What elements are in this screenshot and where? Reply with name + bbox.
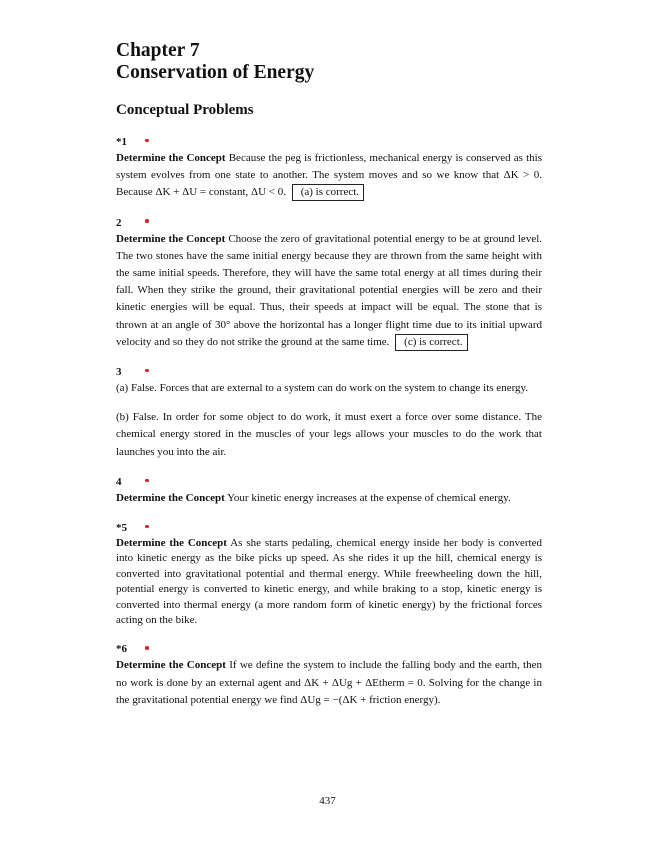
difficulty-dot-icon bbox=[145, 646, 149, 650]
chapter-title: Conservation of Energy bbox=[116, 62, 315, 83]
page-number: 437 bbox=[319, 795, 336, 807]
page-content bbox=[116, 40, 542, 723]
difficulty-dot-icon bbox=[145, 525, 149, 529]
lead-label: Determine the Concept bbox=[116, 491, 225, 504]
problem-body: Because the peg is frictionless, mechanical energy is conserved as this system evolves from one state to another. The system moves and so we know that ΔK > 0. Because ΔK + ΔU = constant, ΔU < 0. bbox=[116, 152, 542, 199]
problem-header bbox=[116, 521, 542, 536]
problem-body: If we define the system to include the falling body and the earth, then no work is done by an external agent and ΔK + ΔUg + ΔEtherm = 0. Solving for the change in the gravitational potential energy we find ΔUg = −(ΔK + friction energy). bbox=[116, 659, 543, 706]
problem-4 bbox=[116, 475, 542, 507]
problem-body: As she starts pedaling, chemical energy inside her body is converted into kinetic energy as the bike picks up speed. As she rides it up the hill, chemical energy is converted into gravitational potential and thermal energy. While freewheeling down the hill, potential energy is converted to kinetic energy, and while braking to a stop, kinetic energy is converted into thermal energy (a more random form of kinetic energy) by the frictional forces acting on the bike. bbox=[116, 537, 543, 627]
problem-number: 4 bbox=[116, 475, 122, 488]
problem-3 bbox=[116, 365, 542, 461]
difficulty-dot-icon bbox=[145, 479, 149, 483]
answer-box: (a) is correct. bbox=[292, 184, 364, 201]
problem-number: 2 bbox=[116, 216, 122, 229]
section-title: Conceptual Problems bbox=[116, 102, 254, 118]
problem-header bbox=[116, 365, 542, 380]
problem-header bbox=[116, 475, 542, 490]
problem-header bbox=[116, 135, 542, 150]
lead-label: Determine the Concept bbox=[116, 537, 227, 550]
problem-number: *6 bbox=[116, 643, 127, 656]
lead-label: Determine the Concept bbox=[116, 232, 226, 245]
difficulty-dot-icon bbox=[145, 219, 149, 223]
problem-1 bbox=[116, 135, 542, 202]
chapter-number: Chapter 7 bbox=[116, 40, 200, 61]
problem-text bbox=[116, 150, 542, 202]
problem-part-b: (b) False. In order for some object to do work, it must exert a force over some distance. The chemical energy stored in the muscles of your legs allows your muscles to do the work that launches you into the air. bbox=[116, 411, 542, 458]
problem-number: 3 bbox=[116, 366, 122, 379]
lead-label: Determine the Concept bbox=[116, 659, 226, 672]
lead-label: Determine the Concept bbox=[116, 152, 226, 164]
problem-text bbox=[116, 490, 542, 507]
problem-5 bbox=[116, 521, 542, 628]
problem-text bbox=[116, 536, 542, 628]
problem-text bbox=[116, 657, 542, 709]
problem-header bbox=[116, 642, 542, 657]
problem-header bbox=[116, 216, 542, 231]
problem-body: Your kinetic energy increases at the expense of chemical energy. bbox=[227, 491, 511, 504]
problem-number: *5 bbox=[116, 522, 127, 535]
problem-text bbox=[116, 231, 542, 351]
problem-number: *1 bbox=[116, 136, 127, 148]
problem-part-a: (a) False. Forces that are external to a system can do work on the system to change its energy. bbox=[116, 382, 529, 395]
problem-2 bbox=[116, 216, 542, 351]
problem-body: Choose the zero of gravitational potential energy to be at ground level. The two stones have the same initial energy because they are thrown from the same height with the same initial speeds. Therefore, they will have the same total energy at all times during their fall. When they strike the ground, their gravitational potential energies will be zero and their kinetic energies will be equal. Thus, their speeds at impact will be equal. The stone that is thrown at an angle of 30° above the horizontal has a longer flight time due to its initial upward velocity and so they do not strike the ground at the same time. bbox=[116, 232, 543, 348]
difficulty-dot-icon bbox=[145, 369, 149, 373]
answer-box: (c) is correct. bbox=[395, 334, 467, 351]
difficulty-dot-icon bbox=[145, 139, 149, 143]
problem-6 bbox=[116, 642, 542, 709]
